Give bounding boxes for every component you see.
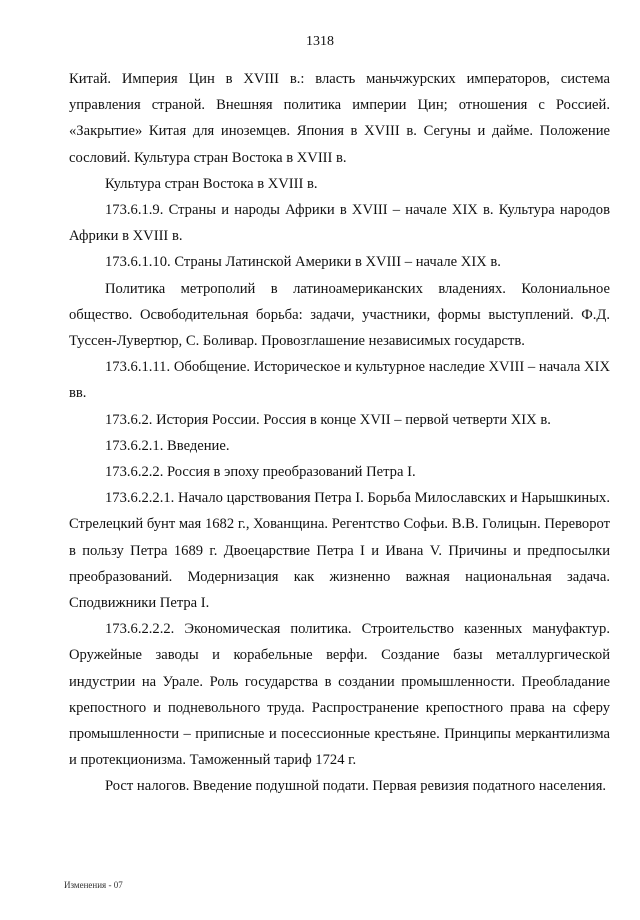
paragraph-latin-america-policy: Политика метрополий в латиноамериканских владениях. Колониальное общество. Освободительная борьба: задачи, участники, формы выступлений. Ф.Д. Туссен-Лувертюр, С. Боливар. Провозглашение независимых государств. [69,280,610,350]
paragraph-china-qing: Китай. Империя Цин в XVIII в.: власть маньчжурских императоров, система управления страной. Внешняя политика империи Цин; отношения с Россией. «Закрытие» Китая для иноземцев. Япония в XVIII в. Сегуны и дайме. Положение сословий. Культура стран Востока в XVIII в. [69,71,610,166]
document-body [69,66,610,800]
paragraph-latin-america-heading: 173.6.1.10. Страны Латинской Америки в XVIII – начале XIX в. [105,254,501,271]
paragraph-introduction: 173.6.2.1. Введение. [105,437,230,454]
paragraph-peter-reforms: 173.6.2.2. Россия в эпоху преобразований Петра I. [105,464,416,481]
paragraph-peter-reign: 173.6.2.2.1. Начало царствования Петра I. Борьба Милославских и Нарышкиных. Стрелецкий бунт мая 1682 г., Хованщина. Регентство Софьи. В.В. Голицын. Переворот в пользу Петра 1689 г. Двоецарствие Петра I и Ивана V. Причины и предпосылки преобразований. Модернизация как жизненно важная национальная задача. Сподвижники Петра I. [69,490,610,612]
paragraph-taxes: Рост налогов. Введение подушной подати. Первая ревизия податного населения. [105,778,607,795]
paragraph-economic-policy: 173.6.2.2.2. Экономическая политика. Строительство казенных мануфактур. Оружейные заводы и корабельные верфи. Создание базы металлургической индустрии на Урале. Роль государства в создании промышленности. Преобладание крепостного и подневольного труда. Распространение крепостного права на сферу промышленности – приписные и посессионные крестьяне. Принципы меркантилизма и протекционизма. Таможенный тариф 1724 г. [69,621,610,769]
paragraph-east-culture: Культура стран Востока в XVIII в. [105,175,318,192]
paragraph-africa: 173.6.1.9. Страны и народы Африки в XVIII – начале XIX в. Культура народов Африки в XVIII в. [69,202,610,245]
page-number: 1318 [306,34,334,49]
paragraph-russia-history: 173.6.2. История России. Россия в конце XVII – первой четверти XIX в. [105,411,551,428]
paragraph-summary: 173.6.1.11. Обобщение. Историческое и культурное наследие XVIII – начала XIX вв. [69,359,610,402]
footer-revision-note: Изменения - 07 [64,880,123,890]
